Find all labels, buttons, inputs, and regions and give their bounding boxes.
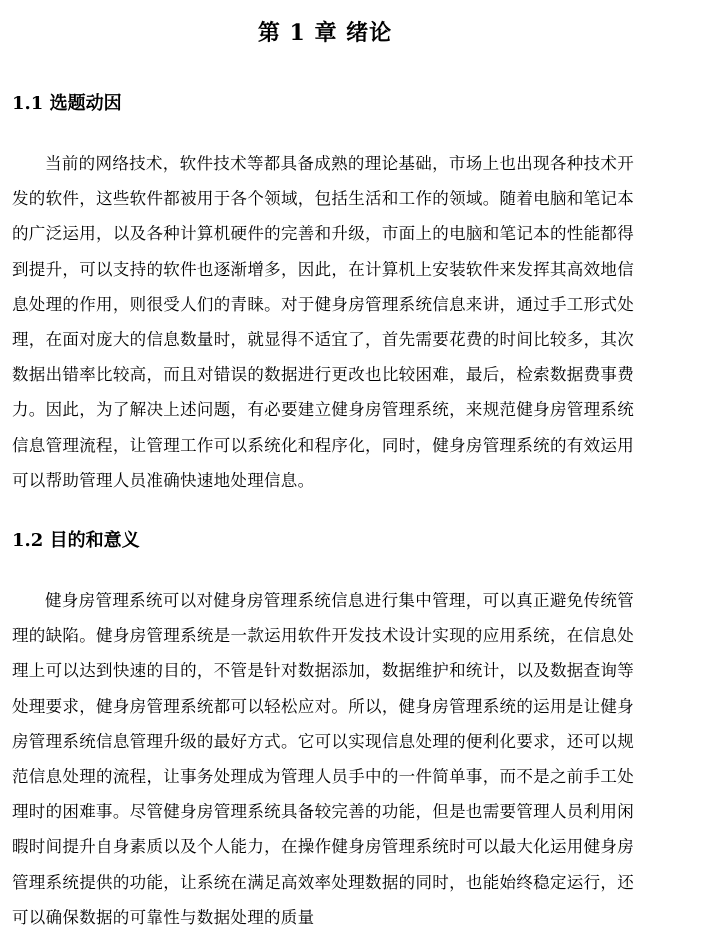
section-paragraph-1-1: 当前的网络技术，软件技术等都具备成熟的理论基础，市场上也出现各种技术开发的软件，这些软件都被用于各个领域，包括生活和工作的领域。随着电脑和笔记本的广泛运用，以及各种计算机硬件的完善和升级，市面上的电脑和笔记本的性能都得到提升，可以支持的软件也逐渐增多，因此，在计算机上安装软件来发挥其高效地信息处理的作用，则很受人们的青睐。对于健身房管理系统信息来讲，通过手工形式处理，在面对庞大的信息数量时，就显得不适宜了，首先需要花费的时间比较多，其次数据出错率比较高，而且对错误的数据进行更改也比较困难，最后，检索数据费事费力。因此，为了解决上述问题，有必要建立健身房管理系统，来规范健身房管理系统信息管理流程，让管理工作可以系统化和程序化，同时，健身房管理系统的有效运用可以帮助管理人员准确快速地处理信息。	[12, 154, 634, 490]
section-heading-1-2: 1.2 目的和意义	[12, 530, 140, 551]
section-paragraph-1-2: 健身房管理系统可以对健身房管理系统信息进行集中管理，可以真正避免传统管理的缺陷。健身房管理系统是一款运用软件开发技术设计实现的应用系统，在信息处理上可以达到快速的目的，不管是针对数据添加，数据维护和统计，以及数据查询等处理要求，健身房管理系统都可以轻松应对。所以，健身房管理系统的运用是让健身房管理系统信息管理升级的最好方式。它可以实现信息处理的便利化要求，还可以规范信息处理的流程，让事务处理成为管理人员手中的一件简单事，而不是之前手工处理时的困难事。尽管健身房管理系统具备较完善的功能，但是也需要管理人员利用闲暇时间提升自身素质以及个人能力，在操作健身房管理系统时可以最大化运用健身房管理系统提供的功能，让系统在满足高效率处理数据的同时，也能始终稳定运行，还可以确保数据的可靠性与数据处理的质量	[12, 591, 634, 927]
chapter-title: 第 1 章 绪论	[257, 20, 393, 46]
section-heading-1-1: 1.1 选题动因	[12, 93, 122, 114]
